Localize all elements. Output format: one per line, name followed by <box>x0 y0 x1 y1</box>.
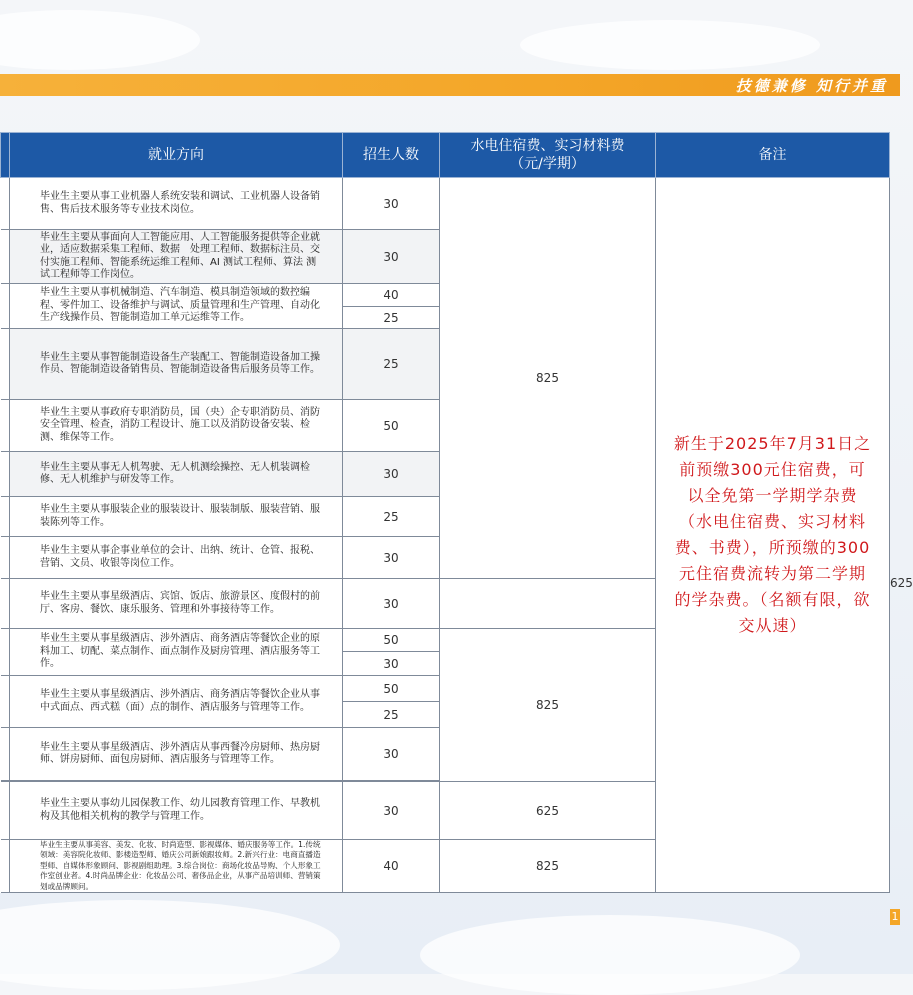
cut-off-cell <box>1 284 10 329</box>
job-direction-cell: 毕业生主要从事星级酒店、涉外酒店、商务酒店等餐饮企业从事中式面点、西式糕（面）点的制作、酒店服务与管理等工作。 <box>10 676 343 728</box>
job-direction-cell: 毕业生主要从事政府专职消防员，国（央）企专职消防员、消防安全管理、检查，消防工程设计、施工以及消防设备安装、检测、维保等工作。 <box>10 400 343 452</box>
cut-off-cell <box>1 178 10 230</box>
enrollment-count: 30 <box>343 728 440 781</box>
cut-off-cell <box>1 782 10 840</box>
enrollment-count: 50 <box>343 400 440 452</box>
job-direction-cell: 毕业生主要从事美容、美发、化妆、时尚造型、影视媒体、婚庆服务等工作。1.传统领域：美容院化妆师、影楼造型师、婚庆公司新娘跟妆师。2.新兴行业：电商直播造型师、自媒体形象顾问、影视剧组助理。3.综合岗位：商场化妆品导购、个人形象工作室创业者。4.时尚品牌企业：化妆品公司、奢侈品企业，从事产品培训师、营销策划或品牌顾问。 <box>10 840 343 893</box>
header-fee-line1: 水电住宿费、实习材料费 <box>470 138 625 154</box>
fee-cell: 625 <box>440 782 656 840</box>
header-fee <box>440 133 656 178</box>
header-direction: 就业方向 <box>10 133 343 178</box>
cut-off-cell <box>1 676 10 728</box>
cut-off-cell <box>1 840 10 893</box>
job-direction-cell: 毕业生主要从事星级酒店、涉外酒店从事西餐冷房厨师、热房厨师、饼房厨师、面包房厨师、酒店服务与管理等工作。 <box>10 728 343 781</box>
cut-off-cell <box>1 579 10 629</box>
job-direction-cell: 毕业生主要从事面向人工智能应用、人工智能服务提供等企业就业，适应数据采集工程师、数据 处理工程师、数据标注员、交付实施工程师、智能系统运维工程师、AI 测试工程师、算法 测试工程师等工作岗位。 <box>10 230 343 284</box>
enrollment-count: 30 <box>343 782 440 840</box>
job-direction-cell: 毕业生主要从事智能制造设备生产装配工、智能制造设备加工操作员、智能制造设备销售员、智能制造设备售后服务员等工作。 <box>10 329 343 400</box>
cut-off-cell <box>1 230 10 284</box>
enrollment-count: 30 <box>343 452 440 497</box>
enrollment-count: 30 <box>343 230 440 284</box>
job-direction-cell: 毕业生主要从事幼儿园保教工作、幼儿园教育管理工作、早教机构及其他相关机构的教学与管理工作。 <box>10 782 343 840</box>
table-row <box>1 178 890 230</box>
header-fee-line2: （元/学期） <box>510 156 585 172</box>
enrollment-table <box>0 132 913 893</box>
remarks-cell: 新生于2025年7月31日之前预缴300元住宿费，可以全免第一学期学杂费（水电住宿费、实习材料费、书费），所预缴的300元住宿费流转为第二学期的学杂费。（名额有限，欲交从速） <box>656 178 890 893</box>
slogan-text: 技德兼修 知行并重 <box>735 77 888 95</box>
table-header-row <box>1 133 890 178</box>
enrollment-count: 40 <box>343 284 440 307</box>
background-cloud <box>0 10 200 70</box>
slogan-banner <box>0 74 900 96</box>
enrollment-count: 50 <box>343 676 440 702</box>
fee-cell: 825 <box>440 840 656 893</box>
job-direction-cell: 毕业生主要从事星级酒店、涉外酒店、商务酒店等餐饮企业的原料加工、切配、菜点制作、面点制作及厨房管理、酒店服务等工作。 <box>10 629 343 676</box>
job-direction-cell: 毕业生主要从事无人机驾驶、无人机测绘操控、无人机装调检修、无人机维护与研发等工作。 <box>10 452 343 497</box>
cut-off-cell <box>1 728 10 781</box>
cut-off-cell <box>1 452 10 497</box>
background-cloud <box>420 915 800 995</box>
enrollment-count: 30 <box>343 537 440 579</box>
header-cut-off <box>1 133 10 178</box>
job-direction-cell: 毕业生主要从事工业机器人系统安装和调试、工业机器人设备销售、售后技术服务等专业技术岗位。 <box>10 178 343 230</box>
cut-off-cell <box>1 329 10 400</box>
enrollment-count: 30 <box>343 579 440 629</box>
fee-cell: 825 <box>440 629 656 782</box>
enrollment-table-wrapper <box>0 132 913 891</box>
job-direction-cell: 毕业生主要从事星级酒店、宾馆、饭店、旅游景区、度假村的前厅、客房、餐饮、康乐服务、管理和外事接待等工作。 <box>10 579 343 629</box>
enrollment-count: 25 <box>343 702 440 728</box>
job-direction-cell: 毕业生主要从事服装企业的服装设计、服装制版、服装营销、服装陈列等工作。 <box>10 497 343 537</box>
enrollment-count: 30 <box>343 178 440 230</box>
cut-off-cell <box>1 537 10 579</box>
enrollment-count: 25 <box>343 497 440 537</box>
job-direction-cell: 毕业生主要从事企事业单位的会计、出纳、统计、仓管、报税、营销、文员、收银等岗位工作。 <box>10 537 343 579</box>
cut-off-cell <box>1 400 10 452</box>
background-cloud <box>520 20 820 70</box>
enrollment-count: 40 <box>343 840 440 893</box>
job-direction-cell: 毕业生主要从事机械制造、汽车制造、模具制造领域的数控编程、零件加工、设备维护与调试、质量管理和生产管理、自动化生产线操作员、智能制造加工单元运维等工作。 <box>10 284 343 329</box>
background-cloud <box>0 900 340 990</box>
header-enrollment: 招生人数 <box>343 133 440 178</box>
enrollment-count: 25 <box>343 329 440 400</box>
page-number: 1 <box>891 910 899 923</box>
enrollment-count: 25 <box>343 307 440 329</box>
cut-off-cell <box>1 497 10 537</box>
enrollment-count: 50 <box>343 629 440 652</box>
table-row: 毕业生主要从事企事业单位的会计、出纳、统计、仓管、报税、营销、文员、收银等岗位工作。 30 625 <box>1 537 890 579</box>
fee-cell: 825 <box>440 178 656 579</box>
cut-off-cell <box>1 629 10 676</box>
enrollment-count: 30 <box>343 652 440 676</box>
header-remarks: 备注 <box>656 133 890 178</box>
